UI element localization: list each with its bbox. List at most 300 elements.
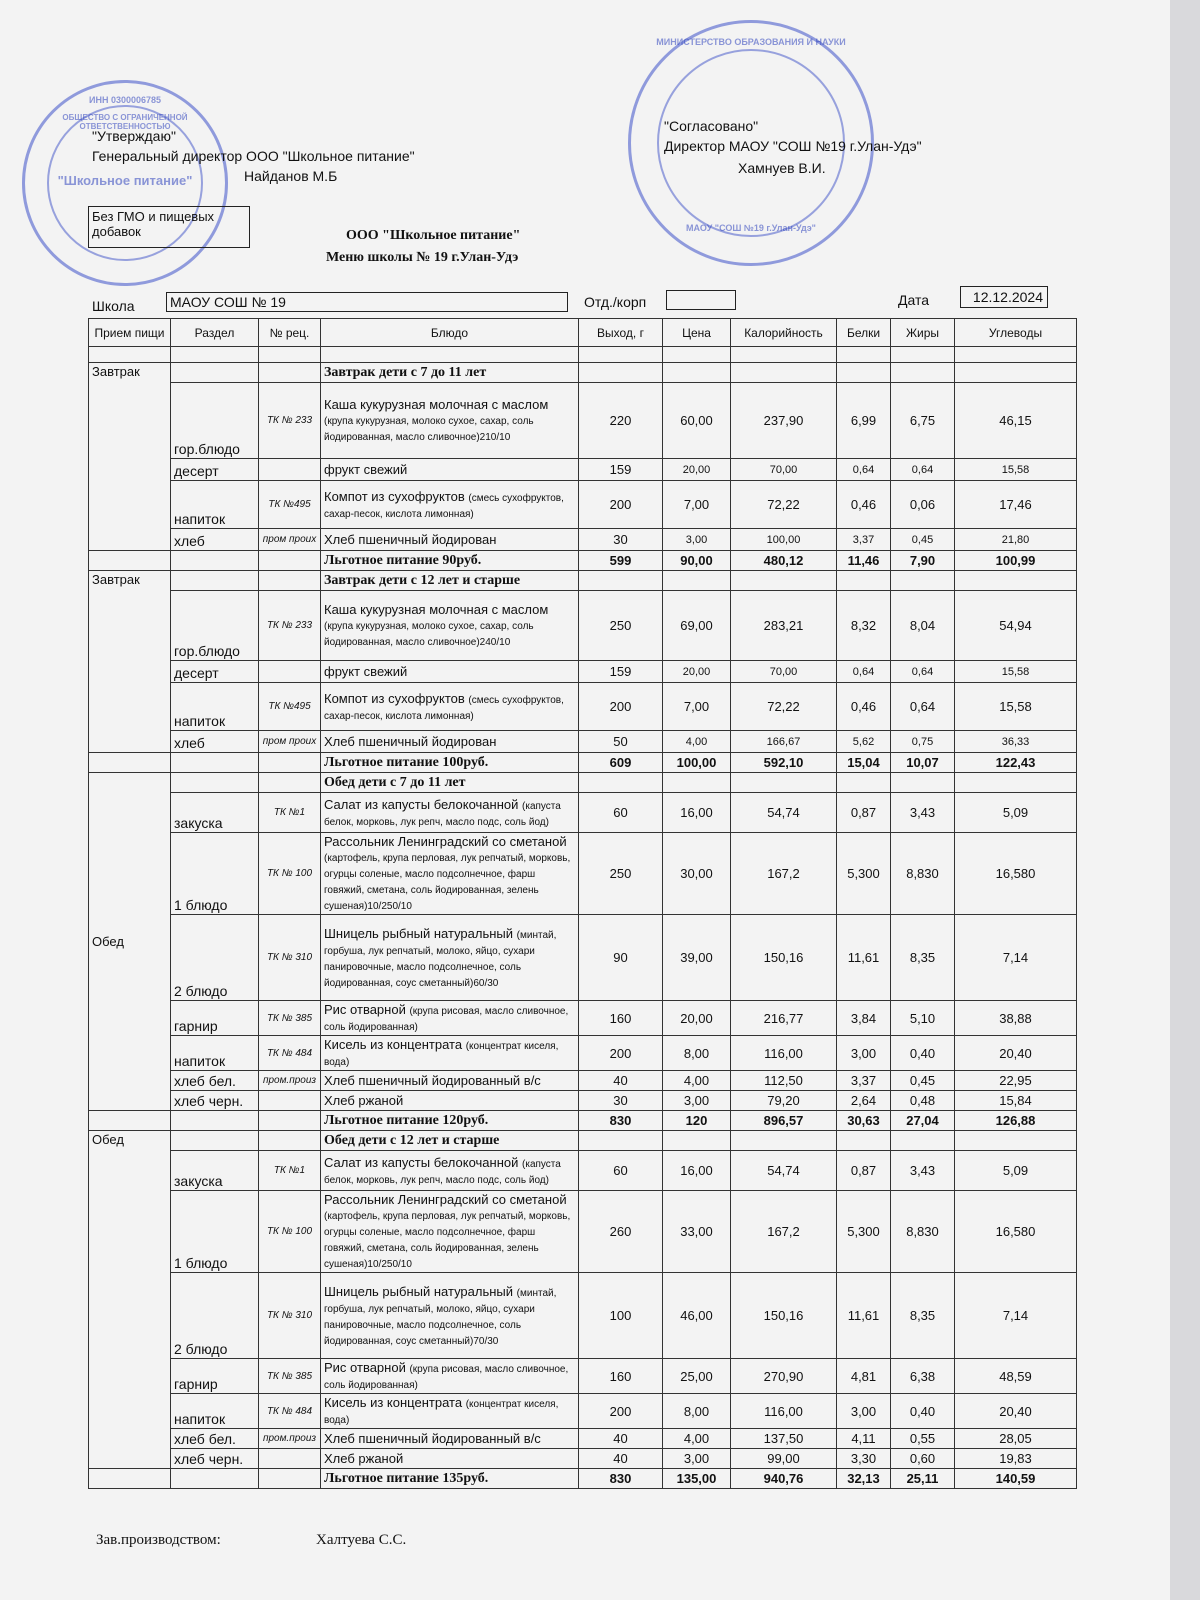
value-f: 0,60 bbox=[891, 1449, 955, 1469]
total-kcal: 592,10 bbox=[731, 753, 837, 773]
total-p: 32,13 bbox=[837, 1469, 891, 1489]
date-label: Дата bbox=[898, 292, 930, 308]
value-out: 250 bbox=[579, 833, 663, 915]
table-row bbox=[89, 1191, 1077, 1273]
total-label: Льготное питание 120руб. bbox=[321, 1111, 579, 1131]
value-out: 30 bbox=[579, 529, 663, 551]
recipe-cell: ТК № 385 bbox=[259, 1359, 321, 1394]
empty-cell bbox=[579, 363, 663, 383]
dish-name: Хлеб пшеничный йодированный в/с bbox=[324, 1431, 541, 1446]
empty-cell bbox=[259, 753, 321, 773]
approve-position: Генеральный директор ООО "Школьное питание" bbox=[92, 148, 415, 164]
value-out: 200 bbox=[579, 683, 663, 731]
value-kcal: 116,00 bbox=[731, 1394, 837, 1429]
value-c: 21,80 bbox=[955, 529, 1077, 551]
value-price: 69,00 bbox=[663, 591, 731, 661]
value-c: 19,83 bbox=[955, 1449, 1077, 1469]
dish-cell bbox=[321, 529, 579, 551]
dish-name: Компот из сухофруктов bbox=[324, 488, 465, 504]
table-row bbox=[89, 731, 1077, 753]
empty-cell bbox=[171, 773, 259, 793]
dish-name: Шницель рыбный натуральный bbox=[324, 1283, 514, 1299]
value-price: 20,00 bbox=[663, 1001, 731, 1036]
section-cell: хлеб bbox=[171, 529, 259, 551]
value-kcal: 112,50 bbox=[731, 1071, 837, 1091]
empty-cell bbox=[731, 571, 837, 591]
value-f: 0,55 bbox=[891, 1429, 955, 1449]
recipe-cell: ТК № 100 bbox=[259, 1191, 321, 1273]
dish-name: Хлеб пшеничный йодированный в/с bbox=[324, 1073, 541, 1088]
col-recipe: № рец. bbox=[259, 319, 321, 347]
block-title: Завтрак дети с 7 до 11 лет bbox=[321, 363, 579, 383]
value-price: 33,00 bbox=[663, 1191, 731, 1273]
value-out: 60 bbox=[579, 1151, 663, 1191]
value-f: 8,830 bbox=[891, 833, 955, 915]
dish-composition: (крупа кукурузная, молоко сухое, сахар, соль йодированная, масло сливочное)240/10 bbox=[324, 621, 534, 648]
value-kcal: 54,74 bbox=[731, 793, 837, 833]
value-f: 0,64 bbox=[891, 661, 955, 683]
value-out: 220 bbox=[579, 383, 663, 459]
total-p: 30,63 bbox=[837, 1111, 891, 1131]
value-p: 3,37 bbox=[837, 529, 891, 551]
total-c: 100,99 bbox=[955, 551, 1077, 571]
footer-name: Халтуева С.С. bbox=[316, 1532, 407, 1548]
total-c: 126,88 bbox=[955, 1111, 1077, 1131]
table-row bbox=[89, 383, 1077, 459]
table-row bbox=[89, 591, 1077, 661]
value-out: 160 bbox=[579, 1001, 663, 1036]
empty-cell bbox=[955, 363, 1077, 383]
dish-cell bbox=[321, 731, 579, 753]
agreed-name: Хамнуев В.И. bbox=[738, 160, 826, 176]
table-row bbox=[89, 1036, 1077, 1071]
recipe-cell: ТК № 100 bbox=[259, 833, 321, 915]
menu-title: Меню школы № 19 г.Улан-Удэ bbox=[326, 250, 519, 265]
empty-cell bbox=[89, 1469, 171, 1489]
section-cell: напиток bbox=[171, 1394, 259, 1429]
empty-cell bbox=[579, 571, 663, 591]
value-p: 11,61 bbox=[837, 1273, 891, 1359]
dish-cell bbox=[321, 1151, 579, 1191]
empty-cell bbox=[259, 571, 321, 591]
total-out: 830 bbox=[579, 1111, 663, 1131]
total-f: 7,90 bbox=[891, 551, 955, 571]
dish-name: Хлеб ржаной bbox=[324, 1451, 404, 1466]
col-calories: Калорийность bbox=[731, 319, 837, 347]
value-f: 0,45 bbox=[891, 1071, 955, 1091]
table-row bbox=[89, 1359, 1077, 1394]
recipe-cell: ТК № 484 bbox=[259, 1394, 321, 1429]
section-cell: хлеб bbox=[171, 731, 259, 753]
value-price: 7,00 bbox=[663, 683, 731, 731]
dish-name: Хлеб пшеничный йодирован bbox=[324, 734, 497, 749]
value-c: 5,09 bbox=[955, 1151, 1077, 1191]
dish-cell bbox=[321, 661, 579, 683]
value-out: 30 bbox=[579, 1091, 663, 1111]
recipe-cell: ТК №1 bbox=[259, 1151, 321, 1191]
value-price: 20,00 bbox=[663, 661, 731, 683]
value-f: 8,04 bbox=[891, 591, 955, 661]
recipe-cell: ТК № 233 bbox=[259, 591, 321, 661]
meal-name: Обед bbox=[89, 1131, 171, 1469]
value-c: 28,05 bbox=[955, 1429, 1077, 1449]
value-f: 0,64 bbox=[891, 459, 955, 481]
date-field: 12.12.2024 bbox=[960, 286, 1048, 308]
section-cell: 1 блюдо bbox=[171, 1191, 259, 1273]
section-cell: напиток bbox=[171, 683, 259, 731]
recipe-cell: ТК № 484 bbox=[259, 1036, 321, 1071]
section-cell: десерт bbox=[171, 661, 259, 683]
recipe-cell: пром проих bbox=[259, 731, 321, 753]
col-output: Выход, г bbox=[579, 319, 663, 347]
section-cell: хлеб бел. bbox=[171, 1071, 259, 1091]
dish-name: Салат из капусты белокочанной bbox=[324, 796, 519, 812]
value-out: 200 bbox=[579, 481, 663, 529]
value-out: 40 bbox=[579, 1071, 663, 1091]
value-kcal: 270,90 bbox=[731, 1359, 837, 1394]
agreed-position: Директор МАОУ "СОШ №19 г.Улан-Удэ" bbox=[664, 138, 922, 154]
value-f: 3,43 bbox=[891, 793, 955, 833]
value-price: 8,00 bbox=[663, 1394, 731, 1429]
value-price: 3,00 bbox=[663, 1449, 731, 1469]
dish-name: Компот из сухофруктов bbox=[324, 690, 465, 706]
total-row bbox=[89, 1469, 1077, 1489]
table-row bbox=[89, 793, 1077, 833]
dish-composition: (картофель, крупа перловая, лук репчатый, морковь, огурцы соленые, масло подсолнечное, фарш говяжий, сметана, соль йодированная, зелень сушеная)10/250/10 bbox=[324, 853, 571, 912]
dish-name: Рис отварной bbox=[324, 1002, 406, 1017]
total-row bbox=[89, 551, 1077, 571]
empty-cell bbox=[579, 773, 663, 793]
dish-composition: (концентрат киселя, вода) bbox=[324, 1399, 559, 1426]
value-out: 159 bbox=[579, 459, 663, 481]
section-cell: гарнир bbox=[171, 1001, 259, 1036]
dish-composition: (смесь сухофруктов, сахар-песок, кислота лимонная) bbox=[324, 492, 564, 520]
value-c: 20,40 bbox=[955, 1036, 1077, 1071]
empty-cell bbox=[955, 773, 1077, 793]
total-f: 27,04 bbox=[891, 1111, 955, 1131]
dish-cell bbox=[321, 1429, 579, 1449]
value-p: 4,81 bbox=[837, 1359, 891, 1394]
value-price: 16,00 bbox=[663, 1151, 731, 1191]
value-price: 8,00 bbox=[663, 1036, 731, 1071]
value-c: 22,95 bbox=[955, 1071, 1077, 1091]
empty-cell bbox=[663, 1131, 731, 1151]
table-row bbox=[89, 1429, 1077, 1449]
dish-cell bbox=[321, 591, 579, 661]
total-kcal: 480,12 bbox=[731, 551, 837, 571]
total-price: 135,00 bbox=[663, 1469, 731, 1489]
table-row bbox=[89, 1001, 1077, 1036]
value-out: 159 bbox=[579, 661, 663, 683]
total-f: 10,07 bbox=[891, 753, 955, 773]
section-cell: 1 блюдо bbox=[171, 833, 259, 915]
dish-name: Кисель из концентрата bbox=[324, 1395, 463, 1410]
footer-label: Зав.производством: bbox=[96, 1532, 221, 1548]
value-f: 0,06 bbox=[891, 481, 955, 529]
approve-name: Найданов М.Б bbox=[244, 168, 338, 184]
value-c: 48,59 bbox=[955, 1359, 1077, 1394]
value-p: 8,32 bbox=[837, 591, 891, 661]
dish-cell bbox=[321, 1036, 579, 1071]
empty-cell bbox=[171, 753, 259, 773]
value-kcal: 70,00 bbox=[731, 661, 837, 683]
dish-composition: (минтай, горбуша, лук репчатый, молоко, яйцо, сухари панировочные, масло подсолнечное, соль йодированная, соус сметанный)60/30 bbox=[324, 929, 557, 989]
total-row bbox=[89, 1111, 1077, 1131]
value-price: 3,00 bbox=[663, 1091, 731, 1111]
value-kcal: 79,20 bbox=[731, 1091, 837, 1111]
recipe-cell: пром проих bbox=[259, 529, 321, 551]
dish-cell bbox=[321, 1001, 579, 1036]
school-stamp: МИНИСТЕРСТВО ОБРАЗОВАНИЯ И НАУКИ МАОУ "СОШ №19 г.Улан-Удэ" bbox=[628, 20, 874, 266]
dish-composition: (крупа рисовая, масло сливочное, соль йодированная) bbox=[324, 1006, 569, 1033]
table-row bbox=[89, 1151, 1077, 1191]
empty-cell bbox=[89, 551, 171, 571]
value-f: 8,35 bbox=[891, 1273, 955, 1359]
dish-name: фрукт свежий bbox=[324, 462, 408, 477]
value-out: 100 bbox=[579, 1273, 663, 1359]
table-row bbox=[89, 833, 1077, 915]
col-dish: Блюдо bbox=[321, 319, 579, 347]
section-cell: напиток bbox=[171, 481, 259, 529]
value-f: 8,35 bbox=[891, 915, 955, 1001]
empty-cell bbox=[891, 571, 955, 591]
value-out: 250 bbox=[579, 591, 663, 661]
value-p: 0,46 bbox=[837, 683, 891, 731]
recipe-cell bbox=[259, 1091, 321, 1111]
school-field: МАОУ СОШ № 19 bbox=[166, 292, 568, 312]
section-cell: хлеб черн. bbox=[171, 1449, 259, 1469]
no-gmo-note: Без ГМО и пищевых добавок bbox=[88, 206, 250, 248]
recipe-cell: ТК № 310 bbox=[259, 915, 321, 1001]
value-c: 16,580 bbox=[955, 833, 1077, 915]
recipe-cell: ТК №1 bbox=[259, 793, 321, 833]
meal-name: Завтрак bbox=[89, 571, 171, 753]
value-c: 15,84 bbox=[955, 1091, 1077, 1111]
empty-cell bbox=[171, 363, 259, 383]
section-cell: гор.блюдо bbox=[171, 383, 259, 459]
section-cell: 2 блюдо bbox=[171, 915, 259, 1001]
value-f: 0,48 bbox=[891, 1091, 955, 1111]
empty-cell bbox=[171, 571, 259, 591]
value-f: 5,10 bbox=[891, 1001, 955, 1036]
value-p: 0,64 bbox=[837, 661, 891, 683]
value-price: 20,00 bbox=[663, 459, 731, 481]
value-kcal: 72,22 bbox=[731, 481, 837, 529]
table-row bbox=[89, 1394, 1077, 1429]
school-label: Школа bbox=[92, 298, 135, 314]
empty-cell bbox=[259, 1111, 321, 1131]
block-title-row bbox=[89, 571, 1077, 591]
value-kcal: 150,16 bbox=[731, 915, 837, 1001]
dish-composition: (минтай, горбуша, лук репчатый, молоко, яйцо, сухари панировочные, масло подсолнечное, соль йодированная, соус сметанный)70/30 bbox=[324, 1287, 557, 1347]
dept-label: Отд./корп bbox=[584, 294, 647, 310]
dish-name: Салат из капусты белокочанной bbox=[324, 1154, 519, 1170]
dish-composition: (капуста белок, морковь, лук репч, масло подс, соль йод) bbox=[324, 800, 561, 828]
value-kcal: 167,2 bbox=[731, 1191, 837, 1273]
value-p: 2,64 bbox=[837, 1091, 891, 1111]
table-row bbox=[89, 529, 1077, 551]
empty-cell bbox=[955, 571, 1077, 591]
value-price: 16,00 bbox=[663, 793, 731, 833]
value-price: 46,00 bbox=[663, 1273, 731, 1359]
total-price: 120 bbox=[663, 1111, 731, 1131]
table-row bbox=[89, 661, 1077, 683]
block-title-row bbox=[89, 773, 1077, 793]
value-p: 0,87 bbox=[837, 793, 891, 833]
dish-composition: (капуста белок, морковь, лук репч, масло подс, соль йод) bbox=[324, 1158, 561, 1186]
col-section: Раздел bbox=[171, 319, 259, 347]
total-label: Льготное питание 100руб. bbox=[321, 753, 579, 773]
recipe-cell: ТК № 233 bbox=[259, 383, 321, 459]
value-f: 6,75 bbox=[891, 383, 955, 459]
value-kcal: 54,74 bbox=[731, 1151, 837, 1191]
col-protein: Белки bbox=[837, 319, 891, 347]
block-title-row bbox=[89, 363, 1077, 383]
section-cell: закуска bbox=[171, 793, 259, 833]
dish-cell bbox=[321, 833, 579, 915]
value-p: 3,30 bbox=[837, 1449, 891, 1469]
dish-cell bbox=[321, 459, 579, 481]
dish-name: Рис отварной bbox=[324, 1360, 406, 1375]
value-out: 90 bbox=[579, 915, 663, 1001]
section-cell: десерт bbox=[171, 459, 259, 481]
total-p: 11,46 bbox=[837, 551, 891, 571]
dish-name: Хлеб пшеничный йодирован bbox=[324, 532, 497, 547]
empty-cell bbox=[837, 773, 891, 793]
value-p: 6,99 bbox=[837, 383, 891, 459]
block-title: Обед дети с 7 до 11 лет bbox=[321, 773, 579, 793]
recipe-cell: ТК № 310 bbox=[259, 1273, 321, 1359]
total-c: 122,43 bbox=[955, 753, 1077, 773]
empty-cell bbox=[837, 571, 891, 591]
empty-cell bbox=[171, 1469, 259, 1489]
value-kcal: 99,00 bbox=[731, 1449, 837, 1469]
value-p: 5,62 bbox=[837, 731, 891, 753]
dish-cell bbox=[321, 1191, 579, 1273]
block-title: Обед дети с 12 лет и старше bbox=[321, 1131, 579, 1151]
empty-cell bbox=[171, 1131, 259, 1151]
recipe-cell bbox=[259, 1449, 321, 1469]
dish-name: Хлеб ржаной bbox=[324, 1093, 404, 1108]
value-f: 6,38 bbox=[891, 1359, 955, 1394]
value-price: 4,00 bbox=[663, 1429, 731, 1449]
total-label: Льготное питание 135руб. bbox=[321, 1469, 579, 1489]
value-p: 3,37 bbox=[837, 1071, 891, 1091]
dish-cell bbox=[321, 1359, 579, 1394]
dish-name: Кисель из концентрата bbox=[324, 1037, 463, 1052]
empty-cell bbox=[259, 1469, 321, 1489]
table-row bbox=[89, 915, 1077, 1001]
value-c: 15,58 bbox=[955, 459, 1077, 481]
recipe-cell: пром.произ bbox=[259, 1071, 321, 1091]
value-p: 4,11 bbox=[837, 1429, 891, 1449]
total-price: 100,00 bbox=[663, 753, 731, 773]
value-out: 200 bbox=[579, 1394, 663, 1429]
empty-cell bbox=[171, 1111, 259, 1131]
block-title-row bbox=[89, 1131, 1077, 1151]
total-out: 609 bbox=[579, 753, 663, 773]
dish-composition: (смесь сухофруктов, сахар-песок, кислота лимонная) bbox=[324, 694, 564, 722]
dish-cell bbox=[321, 383, 579, 459]
table-row bbox=[89, 683, 1077, 731]
section-cell: 2 блюдо bbox=[171, 1273, 259, 1359]
empty-cell bbox=[891, 773, 955, 793]
section-cell: хлеб черн. bbox=[171, 1091, 259, 1111]
dish-composition: (крупа рисовая, масло сливочное, соль йодированная) bbox=[324, 1364, 569, 1391]
menu-body bbox=[89, 363, 1077, 1489]
empty-cell bbox=[731, 1131, 837, 1151]
total-out: 599 bbox=[579, 551, 663, 571]
empty-cell bbox=[663, 363, 731, 383]
empty-cell bbox=[891, 363, 955, 383]
table-row bbox=[89, 1449, 1077, 1469]
dish-cell bbox=[321, 1071, 579, 1091]
section-cell: напиток bbox=[171, 1036, 259, 1071]
total-out: 830 bbox=[579, 1469, 663, 1489]
value-kcal: 237,90 bbox=[731, 383, 837, 459]
section-cell: хлеб бел. bbox=[171, 1429, 259, 1449]
empty-cell bbox=[259, 773, 321, 793]
value-price: 4,00 bbox=[663, 731, 731, 753]
value-f: 0,75 bbox=[891, 731, 955, 753]
section-cell: гарнир bbox=[171, 1359, 259, 1394]
dish-cell bbox=[321, 1449, 579, 1469]
empty-cell bbox=[663, 571, 731, 591]
value-p: 3,00 bbox=[837, 1036, 891, 1071]
value-f: 8,830 bbox=[891, 1191, 955, 1273]
company-stamp: ИНН 0300006785 ОБЩЕСТВО С ОГРАНИЧЕННОЙ ОТВЕТСТВЕННОСТЬЮ "Школьное питание" bbox=[22, 80, 228, 286]
value-p: 5,300 bbox=[837, 833, 891, 915]
recipe-cell: пром.произ bbox=[259, 1429, 321, 1449]
dish-composition: (крупа кукурузная, молоко сухое, сахар, соль йодированная, масло сливочное)210/10 bbox=[324, 416, 534, 443]
empty-cell bbox=[89, 753, 171, 773]
value-c: 7,14 bbox=[955, 1273, 1077, 1359]
recipe-cell bbox=[259, 661, 321, 683]
dish-cell bbox=[321, 915, 579, 1001]
org-name: ООО "Школьное питание" bbox=[346, 228, 521, 243]
value-p: 0,87 bbox=[837, 1151, 891, 1191]
value-f: 0,45 bbox=[891, 529, 955, 551]
value-p: 5,300 bbox=[837, 1191, 891, 1273]
value-kcal: 100,00 bbox=[731, 529, 837, 551]
empty-cell bbox=[955, 1131, 1077, 1151]
col-meal: Прием пищи bbox=[89, 319, 171, 347]
recipe-cell: ТК №495 bbox=[259, 481, 321, 529]
empty-cell bbox=[731, 363, 837, 383]
value-price: 3,00 bbox=[663, 529, 731, 551]
block-title: Завтрак дети с 12 лет и старше bbox=[321, 571, 579, 591]
dish-name: Каша кукурузная молочная с маслом bbox=[324, 602, 549, 617]
value-out: 160 bbox=[579, 1359, 663, 1394]
total-c: 140,59 bbox=[955, 1469, 1077, 1489]
empty-cell bbox=[171, 551, 259, 571]
empty-cell bbox=[259, 363, 321, 383]
value-out: 200 bbox=[579, 1036, 663, 1071]
section-cell: закуска bbox=[171, 1151, 259, 1191]
empty-cell bbox=[579, 1131, 663, 1151]
value-c: 15,58 bbox=[955, 661, 1077, 683]
dept-field bbox=[666, 290, 736, 310]
table-row bbox=[89, 1071, 1077, 1091]
value-kcal: 70,00 bbox=[731, 459, 837, 481]
empty-cell bbox=[731, 773, 837, 793]
value-f: 3,43 bbox=[891, 1151, 955, 1191]
meal-name: Обед bbox=[89, 773, 171, 1111]
dish-name: фрукт свежий bbox=[324, 664, 408, 679]
total-kcal: 896,57 bbox=[731, 1111, 837, 1131]
dish-name: Рассольник Ленинградский со сметаной bbox=[324, 1192, 567, 1207]
value-out: 260 bbox=[579, 1191, 663, 1273]
